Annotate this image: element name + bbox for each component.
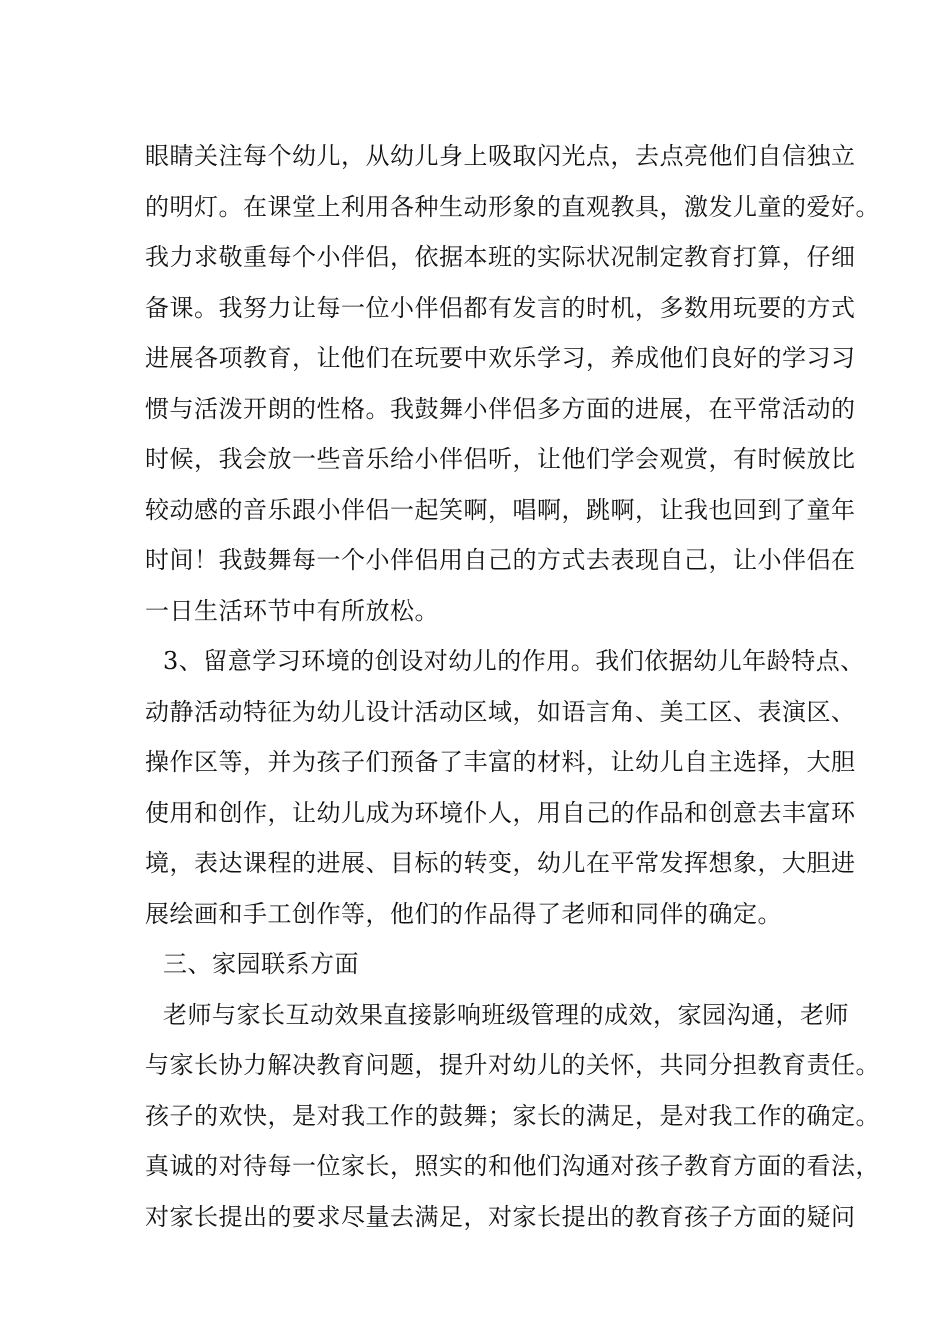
numbered-paragraph-start: 3、留意学习环境的创设对幼儿的作用。我们依据幼儿年龄特点、 [163, 647, 865, 675]
text-line-12: 动静活动特征为幼儿设计活动区域，如语言角、美工区、表演区、 [145, 697, 856, 726]
text-line-10: 一日生活环节中有所放松。 [145, 596, 439, 625]
text-line-20: 孩子的欢快，是对我工作的鼓舞；家长的满足，是对我工作的确定。 [145, 1101, 880, 1130]
text-line-16: 展绘画和手工创作等，他们的作品得了老师和同伴的确定。 [145, 899, 782, 928]
paragraph-start: 老师与家长互动效果直接影响班级管理的成效，家园沟通，老师 [163, 1000, 849, 1029]
text-line-22: 对家长提出的要求尽量去满足，对家长提出的教育孩子方面的疑问 [145, 1202, 856, 1231]
text-line-19: 与家长协力解决教育问题，提升对幼儿的关怀，共同分担教育责任。 [145, 1051, 880, 1079]
document-body [145, 131, 880, 1242]
text-line-4: 备课。我努力让每一位小伴侣都有发言的时机，多数用玩要的方式 [145, 293, 856, 322]
section-heading: 三、家园联系方面 [163, 950, 359, 978]
text-line-9: 时间！我鼓舞每一个小伴侣用自己的方式去表现自己，让小伴侣在 [145, 546, 856, 574]
text-line-14: 使用和创作，让幼儿成为环境仆人，用自己的作品和创意去丰富环 [145, 798, 856, 827]
text-line-13: 操作区等，并为孩子们预备了丰富的材料，让幼儿自主选择，大胆 [145, 748, 856, 776]
text-line-2: 的明灯。在课堂上利用各种生动形象的直观教具，激发儿童的爱好。 [145, 192, 880, 221]
text-line-3: 我力求敬重每个小伴侣，依据本班的实际状况制定教育打算，仔细 [145, 243, 856, 271]
text-line-21: 真诚的对待每一位家长，照实的和他们沟通对孩子教育方面的看法， [145, 1152, 880, 1180]
text-line-5: 进展各项教育，让他们在玩要中欢乐学习，养成他们良好的学习习 [145, 344, 856, 372]
text-line-6: 惯与活泼开朗的性格。我鼓舞小伴侣多方面的进展，在平常活动的 [145, 394, 856, 423]
text-line-7: 时候，我会放一些音乐给小伴侣听，让他们学会观赏，有时候放比 [145, 445, 856, 473]
text-line-1: 眼睛关注每个幼儿，从幼儿身上吸取闪光点，去点亮他们自信独立 [145, 142, 856, 170]
text-line-8: 较动感的音乐跟小伴侣一起笑啊，唱啊，跳啊，让我也回到了童年 [145, 495, 856, 524]
text-line-15: 境，表达课程的进展、目标的转变，幼儿在平常发挥想象，大胆进 [145, 849, 856, 877]
